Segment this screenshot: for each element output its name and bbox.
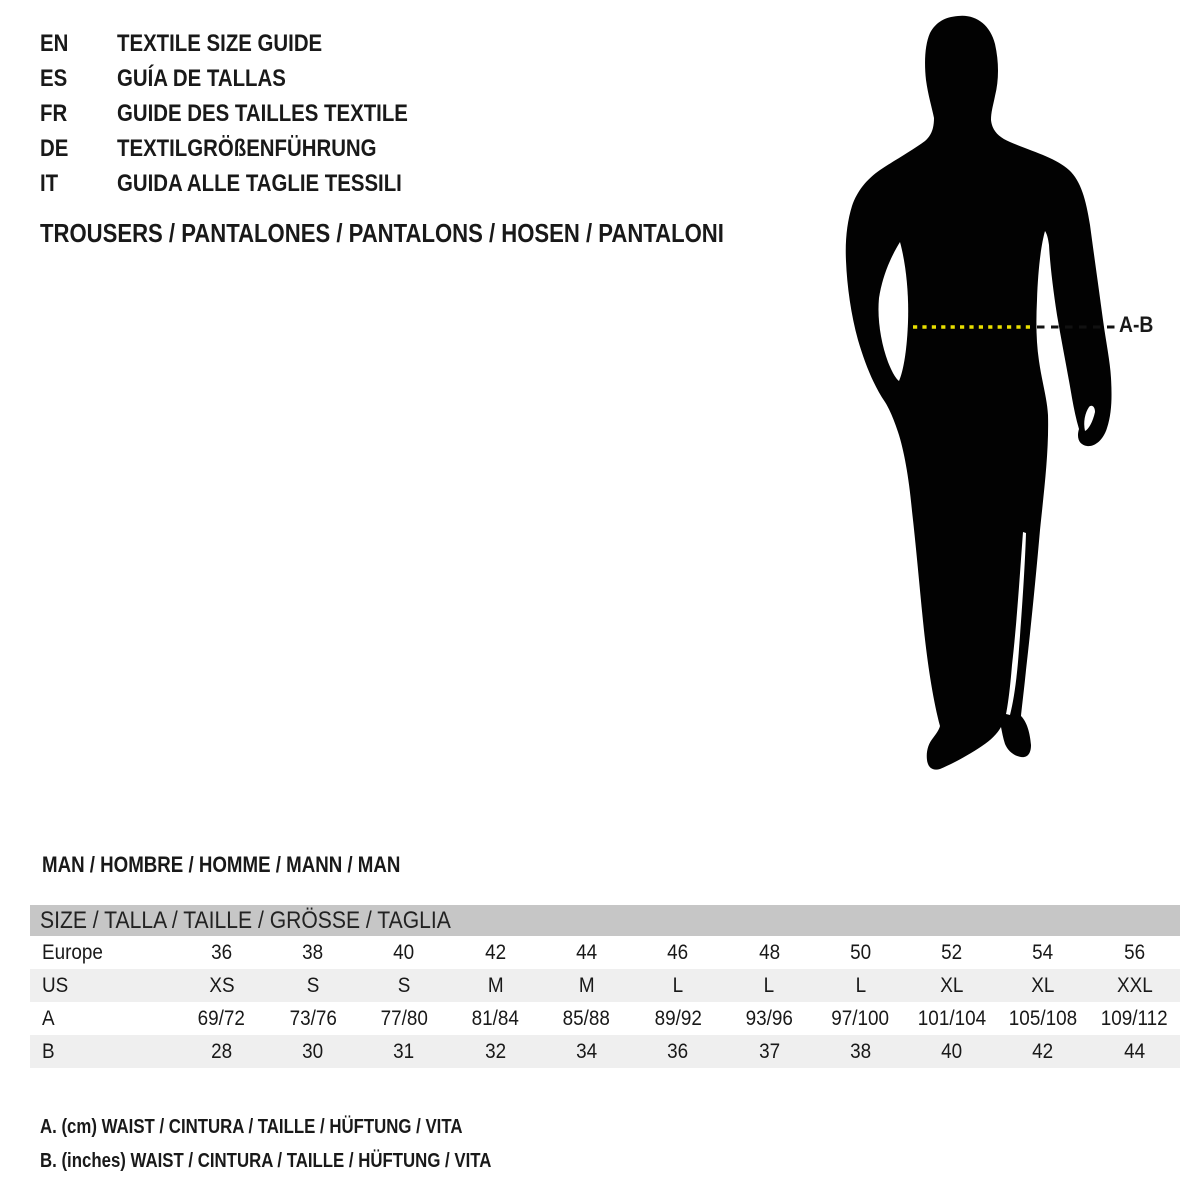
cell-text: 36: [211, 940, 233, 964]
cell-text: 42: [1032, 1039, 1054, 1063]
gender-heading: [42, 852, 464, 878]
cell-text: 69/72: [197, 1006, 246, 1030]
table-cell: [541, 974, 632, 998]
table-cell: [632, 941, 723, 965]
table-cell: [450, 1007, 541, 1031]
table-cell: [1089, 974, 1180, 998]
table-cell: [450, 1040, 541, 1064]
footnotes: [40, 1110, 577, 1178]
cell-text: 40: [941, 1039, 963, 1063]
cell-text: 28: [211, 1039, 233, 1063]
cell-text: 73/76: [289, 1006, 337, 1030]
table-cell: [267, 1007, 358, 1031]
cell-text: 44: [1123, 1039, 1145, 1063]
table-cell: [176, 1007, 267, 1031]
table-cell: [906, 1040, 997, 1064]
cell-text: 85/88: [563, 1006, 611, 1030]
product-line-heading: [40, 218, 845, 249]
language-title-text: GUÍA DE TALLAS: [117, 65, 286, 93]
size-table-header: [30, 905, 1180, 936]
table-cell: [267, 974, 358, 998]
language-row: [40, 166, 459, 201]
cell-text: 31: [393, 1039, 415, 1063]
man-silhouette-figure: [840, 0, 1180, 790]
row-label: [30, 1040, 176, 1064]
table-cell: [815, 974, 906, 998]
language-title-text: TEXTILGRÖßENFÜHRUNG: [117, 134, 377, 162]
table-cell: [997, 1007, 1088, 1031]
product-line-text: TROUSERS / PANTALONES / PANTALONS / HOSEN / PANTALONI: [40, 218, 724, 248]
cell-text: XXL: [1116, 973, 1153, 997]
language-title: [117, 100, 459, 128]
table-cell: [267, 941, 358, 965]
table-cell: [359, 1007, 450, 1031]
language-code: [40, 170, 117, 198]
language-row: [40, 97, 459, 132]
size-table-header-text: SIZE / TALLA / TAILLE / GRÖSSE / TAGLIA: [40, 906, 451, 934]
table-cell: [906, 974, 997, 998]
cell-text: 48: [758, 940, 780, 964]
table-cell: [724, 1040, 815, 1064]
row-label-text: B: [42, 1039, 55, 1063]
language-title-text: GUIDA ALLE TAGLIE TESSILI: [117, 169, 402, 197]
cell-text: M: [578, 973, 595, 997]
table-row-a-cm: [30, 1002, 1180, 1035]
table-cell: [906, 941, 997, 965]
cell-text: 81/84: [471, 1006, 520, 1030]
language-code: [40, 65, 117, 93]
cell-text: 40: [393, 940, 415, 964]
table-cell: [632, 1040, 723, 1064]
table-row-b-inches: [30, 1035, 1180, 1068]
table-cell: [1089, 941, 1180, 965]
language-row: [40, 27, 459, 62]
gender-heading-text: MAN / HOMBRE / HOMME / MANN / MAN: [42, 852, 401, 877]
language-code-text: EN: [40, 30, 69, 58]
cell-text: L: [764, 973, 775, 997]
row-label: [30, 1007, 176, 1031]
cell-text: 105/108: [1008, 1006, 1078, 1030]
table-cell: [541, 1007, 632, 1031]
table-cell: [815, 941, 906, 965]
cell-text: 34: [576, 1039, 598, 1063]
cell-text: 38: [850, 1039, 872, 1063]
footnote-a: [40, 1110, 577, 1144]
language-code-text: ES: [40, 65, 68, 93]
table-cell: [176, 941, 267, 965]
cell-text: 52: [941, 940, 963, 964]
table-cell: [1089, 1007, 1180, 1031]
cell-text: 89/92: [654, 1006, 702, 1030]
table-cell: [541, 941, 632, 965]
cell-text: 42: [484, 940, 506, 964]
table-cell: [632, 974, 723, 998]
table-cell: [176, 974, 267, 998]
measure-label: [1119, 312, 1158, 338]
man-silhouette: [846, 16, 1112, 770]
measure-label-text: A-B: [1119, 312, 1154, 337]
table-row-us: [30, 969, 1180, 1002]
table-cell: [176, 1040, 267, 1064]
cell-text: 37: [758, 1039, 780, 1063]
table-cell: [997, 1040, 1088, 1064]
table-cell: [815, 1040, 906, 1064]
cell-text: M: [487, 973, 504, 997]
table-cell: [724, 974, 815, 998]
language-code-text: FR: [40, 99, 68, 127]
table-cell: [632, 1007, 723, 1031]
language-title: [117, 65, 316, 93]
cell-text: 30: [302, 1039, 324, 1063]
language-code-text: IT: [40, 169, 59, 197]
table-cell: [724, 941, 815, 965]
language-title-text: TEXTILE SIZE GUIDE: [117, 30, 323, 58]
cell-text: 77/80: [380, 1006, 428, 1030]
table-cell: [815, 1007, 906, 1031]
language-row: [40, 62, 459, 97]
language-title: [117, 170, 452, 198]
table-cell: [997, 941, 1088, 965]
language-code: [40, 135, 117, 163]
language-row: [40, 131, 459, 166]
table-cell: [359, 1040, 450, 1064]
table-cell: [450, 941, 541, 965]
cell-text: L: [855, 973, 866, 997]
cell-text: 44: [576, 940, 598, 964]
table-row-europe: [30, 936, 1180, 969]
row-label: [30, 941, 176, 965]
footnote-b-text: B. (inches) WAIST / CINTURA / TAILLE / HÜFTUNG / VITA: [40, 1149, 492, 1172]
table-cell: [1089, 1040, 1180, 1064]
cell-text: XL: [1031, 973, 1055, 997]
cell-text: 38: [302, 940, 324, 964]
language-code-text: DE: [40, 134, 69, 162]
table-cell: [359, 974, 450, 998]
size-table: [30, 905, 1180, 1068]
language-code: [40, 100, 117, 128]
table-cell: [541, 1040, 632, 1064]
row-label: [30, 974, 176, 998]
footnote-a-text: A. (cm) WAIST / CINTURA / TAILLE / HÜFTUNG / VITA: [40, 1115, 463, 1138]
table-cell: [450, 974, 541, 998]
table-cell: [359, 941, 450, 965]
cell-text: 93/96: [745, 1006, 793, 1030]
cell-text: 50: [850, 940, 872, 964]
table-cell: [267, 1040, 358, 1064]
language-code: [40, 30, 117, 58]
cell-text: XS: [209, 973, 235, 997]
cell-text: XL: [940, 973, 964, 997]
language-title: [117, 135, 422, 163]
cell-text: 36: [667, 1039, 689, 1063]
table-cell: [906, 1007, 997, 1031]
cell-text: L: [672, 973, 684, 997]
language-title-text: GUIDE DES TAILLES TEXTILE: [117, 99, 408, 127]
row-label-text: US: [42, 973, 69, 997]
cell-text: 54: [1032, 940, 1054, 964]
cell-text: 46: [667, 940, 689, 964]
language-list: [40, 27, 459, 201]
cell-text: 101/104: [917, 1006, 986, 1030]
table-cell: [997, 974, 1088, 998]
cell-text: S: [306, 973, 320, 997]
footnote-b: [40, 1144, 577, 1178]
cell-text: 109/112: [1100, 1006, 1168, 1030]
language-title: [117, 30, 358, 58]
cell-text: 97/100: [831, 1006, 890, 1030]
row-label-text: A: [42, 1006, 55, 1030]
row-label-text: Europe: [42, 940, 103, 964]
table-cell: [724, 1007, 815, 1031]
cell-text: 56: [1123, 940, 1145, 964]
cell-text: 32: [484, 1039, 506, 1063]
cell-text: S: [397, 973, 411, 997]
